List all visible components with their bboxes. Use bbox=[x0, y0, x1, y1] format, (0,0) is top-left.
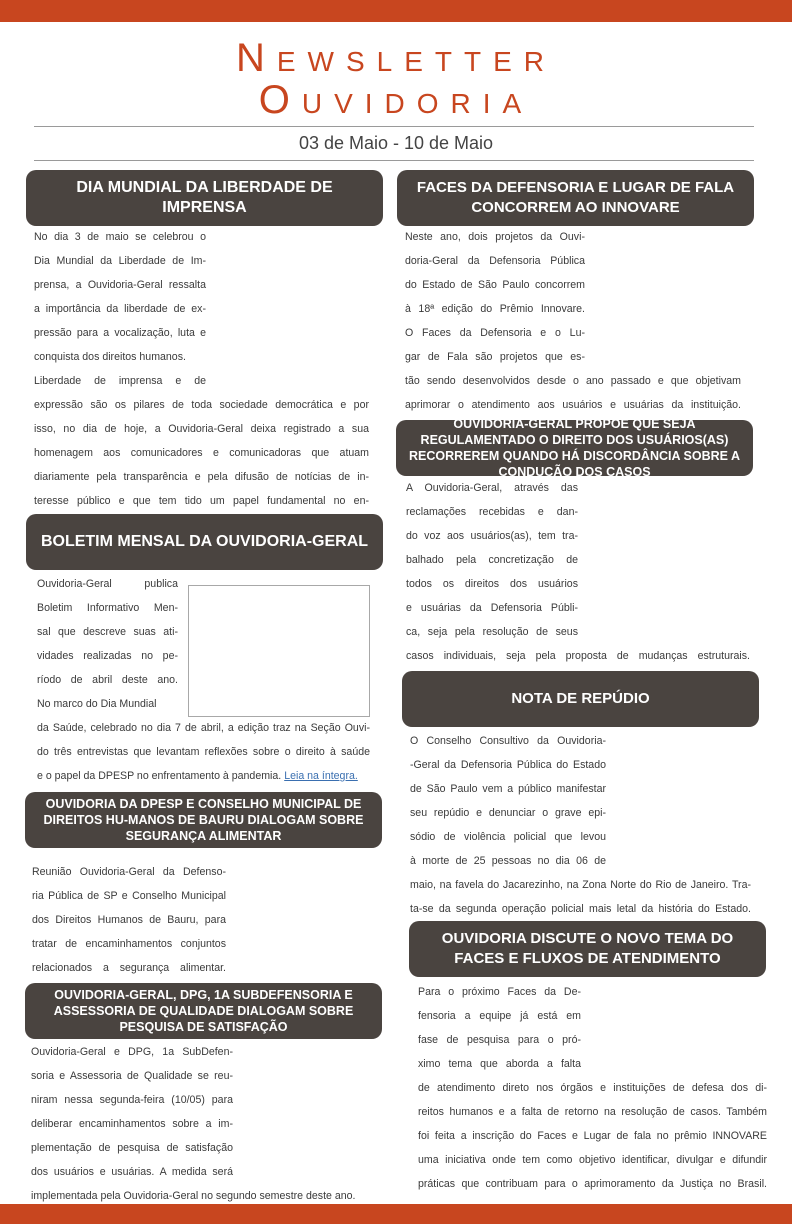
text-line: ríodo de abril deste ano. bbox=[37, 674, 178, 686]
article-bauru-dialogue bbox=[32, 860, 226, 980]
newsletter-subtitle: Ouvidoria bbox=[258, 78, 534, 122]
text-line: No marco do Dia Mundial bbox=[37, 698, 157, 710]
text-line: niram nessa segunda-feira (10/05) para bbox=[31, 1094, 233, 1106]
text-line: foi feita a inscrição do Faces e Lugar de fala no prêmio INNOVARE bbox=[418, 1130, 767, 1142]
text-line: doria-Geral da Defensoria Pública bbox=[405, 255, 585, 267]
section-heading-satisfaction-survey: OUVIDORIA-GERAL, DPG, 1A SUBDEFENSORIA E ASSESSORIA DE QUALIDADE DIALOGAM SOBRE PESQUISA DE SATISFAÇÃO bbox=[25, 983, 382, 1039]
text-line: prensa, a Ouvidoria-Geral ressalta bbox=[34, 279, 206, 291]
newsletter-title: Newsletter bbox=[235, 36, 557, 80]
text-line: reclamações recebidas e dan- bbox=[406, 506, 578, 518]
text-line: teresse público e que tem tido um papel fundamental no en- bbox=[34, 495, 369, 507]
text-line: relacionados a segurança alimentar. bbox=[32, 962, 226, 974]
text-line: Dia Mundial da Liberdade de Im- bbox=[34, 255, 206, 267]
text-line: todos os direitos dos usuários bbox=[406, 578, 578, 590]
article-satisfaction-survey bbox=[31, 1040, 356, 1208]
text-line: dos usuários e usuárias. A medida será bbox=[31, 1166, 233, 1178]
article-press-freedom bbox=[34, 225, 369, 513]
text-line: sódio de violência policial que levou bbox=[410, 831, 606, 843]
text-line: à morte de 25 pessoas no dia 06 de bbox=[410, 855, 606, 867]
text-line: do Estado de São Paulo concorrem bbox=[405, 279, 585, 291]
text-line: da Saúde, celebrado no dia 7 de abril, a edição traz na Seção Ouvi- bbox=[37, 722, 370, 734]
text-line: deliberar encaminhamentos sobre a im- bbox=[31, 1118, 233, 1130]
text-line: do três entrevistas que levantam reflexões sobre o direito à saúde bbox=[37, 746, 370, 758]
divider-top bbox=[34, 126, 754, 127]
section-heading-repudiation-note: NOTA DE REPÚDIO bbox=[402, 671, 759, 727]
text-line: implementada pela Ouvidoria-Geral no segundo semestre deste ano. bbox=[31, 1190, 356, 1202]
section-heading-innovare: FACES DA DEFENSORIA E LUGAR DE FALA CONCORREM AO INNOVARE bbox=[397, 170, 754, 226]
text-line: homenagem aos comunicadores e comunicadoras que atuam bbox=[34, 447, 369, 459]
text-line: reitos humanos e a falta de retorno na resolução de casos. Também bbox=[418, 1106, 767, 1118]
text-line: A Ouvidoria-Geral, através das bbox=[406, 482, 578, 494]
section-heading-faces-new-theme: OUVIDORIA DISCUTE O NOVO TEMA DO FACES E FLUXOS DE ATENDIMENTO bbox=[409, 921, 766, 977]
text-line: ximo tema que aborda a falta bbox=[418, 1058, 581, 1070]
text-line: casos individuais, seja pela proposta de mudanças estruturais. bbox=[406, 650, 750, 662]
text-line: O Conselho Consultivo da Ouvidoria- bbox=[410, 735, 606, 747]
text-line: Neste ano, dois projetos da Ouvi- bbox=[405, 231, 585, 243]
text-line: ta-se da segunda operação policial mais letal da história do Estado. bbox=[410, 903, 751, 915]
text-line: tão sendo desenvolvidos desde o ano passado e que objetivam bbox=[405, 375, 741, 387]
text-line: e usuárias da Defensoria Públi- bbox=[406, 602, 578, 614]
section-heading-appeal-right: OUVIDORIA-GERAL PROPÕE QUE SEJA REGULAMENTADO O DIREITO DOS USUÁRIOS(AS) RECORREREM QUANDO HÁ DISCORDÂNCIA SOBRE A CONDUÇÃO DOS CASOS bbox=[396, 420, 753, 476]
text-line: dos Direitos Humanos de Bauru, para bbox=[32, 914, 226, 926]
text-line: expressão são os pilares de toda sociedade democrática e por bbox=[34, 399, 369, 411]
text-line: Boletim Informativo Men- bbox=[37, 602, 178, 614]
text-line: do voz aos usuários(as), tem tra- bbox=[406, 530, 578, 542]
text-line: tratar de encaminhamentos conjuntos bbox=[32, 938, 226, 950]
text-fragment: e o papel da DPESP no enfrentamento à pandemia. bbox=[37, 770, 282, 782]
text-line: sal que descreve suas ati- bbox=[37, 626, 178, 638]
divider-bottom bbox=[34, 160, 754, 161]
text-line: isso, no dia de hoje, a Ouvidoria-Geral deixa registrado a sua bbox=[34, 423, 369, 435]
text-line bbox=[37, 764, 370, 788]
section-heading-bauru-dialogue: OUVIDORIA DA DPESP E CONSELHO MUNICIPAL DE DIREITOS HU-MANOS DE BAURU DIALOGAM SOBRE SEGURANÇA ALIMENTAR bbox=[25, 792, 382, 848]
text-line: O Faces da Defensoria e o Lu- bbox=[405, 327, 585, 339]
article-innovare bbox=[405, 225, 741, 417]
text-line: No dia 3 de maio se celebrou o bbox=[34, 231, 206, 243]
text-line: soria e Assessoria de Qualidade se reu- bbox=[31, 1070, 233, 1082]
text-line: balhado pela concretização de bbox=[406, 554, 578, 566]
text-line: uma iniciativa onde tem como objetivo identificar, divulgar e difundir bbox=[418, 1154, 767, 1166]
text-line: fase de pesquisa para o pró- bbox=[418, 1034, 581, 1046]
text-line: de São Paulo vem a público manifestar bbox=[410, 783, 606, 795]
text-line: seu repúdio e denunciar o grave epi- bbox=[410, 807, 606, 819]
top-accent-bar bbox=[0, 0, 792, 22]
text-line: Ouvidoria-Geral publica bbox=[37, 578, 178, 590]
text-line: de atendimento direto nos órgãos e instituições de defesa dos di- bbox=[418, 1082, 767, 1094]
text-line: Ouvidoria-Geral e DPG, 1a SubDefen- bbox=[31, 1046, 233, 1058]
article-faces-new-theme bbox=[418, 980, 767, 1196]
text-line: gar de Fala são projetos que es- bbox=[405, 351, 585, 363]
text-line: diariamente pela transparência e pela difusão de notícias de in- bbox=[34, 471, 369, 483]
text-line: práticas que contribuam para o aprimoramento da Justiça no Brasil. bbox=[418, 1178, 767, 1190]
text-line: -Geral da Defensoria Pública do Estado bbox=[410, 759, 606, 771]
text-line: a importância da liberdade de ex- bbox=[34, 303, 206, 315]
text-line: Para o próximo Faces da De- bbox=[418, 986, 581, 998]
section-heading-monthly-bulletin: BOLETIM MENSAL DA OUVIDORIA-GERAL bbox=[26, 514, 383, 570]
text-line: ca, seja pela resolução de seus bbox=[406, 626, 578, 638]
text-line: conquista dos direitos humanos. bbox=[34, 351, 186, 363]
text-line: maio, na favela do Jacarezinho, na Zona Norte do Rio de Janeiro. Tra- bbox=[410, 879, 751, 891]
text-line: aprimorar o atendimento aos usuários e usuárias da instituição. bbox=[405, 399, 741, 411]
text-line: ria Pública de SP e Conselho Municipal bbox=[32, 890, 226, 902]
bottom-accent-bar bbox=[0, 1204, 792, 1224]
text-line: plementação de pesquisa de satisfação bbox=[31, 1142, 233, 1154]
article-monthly-bulletin bbox=[37, 572, 370, 788]
text-line: Liberdade de imprensa e de bbox=[34, 375, 206, 387]
text-line: Reunião Ouvidoria-Geral da Defenso- bbox=[32, 866, 226, 878]
text-line: fensoria a equipe já está em bbox=[418, 1010, 581, 1022]
date-range: 03 de Maio - 10 de Maio bbox=[298, 133, 494, 153]
text-line: vidades realizadas no pe- bbox=[37, 650, 178, 662]
text-line: à 18ª edição do Prêmio Innovare. bbox=[405, 303, 585, 315]
article-repudiation-note bbox=[410, 729, 751, 921]
article-appeal-right bbox=[406, 476, 750, 668]
text-line: pressão para a vocalização, luta e bbox=[34, 327, 206, 339]
read-full-link[interactable]: Leia na íntegra. bbox=[284, 770, 358, 782]
section-heading-press-freedom: DIA MUNDIAL DA LIBERDADE DE IMPRENSA bbox=[26, 170, 383, 226]
